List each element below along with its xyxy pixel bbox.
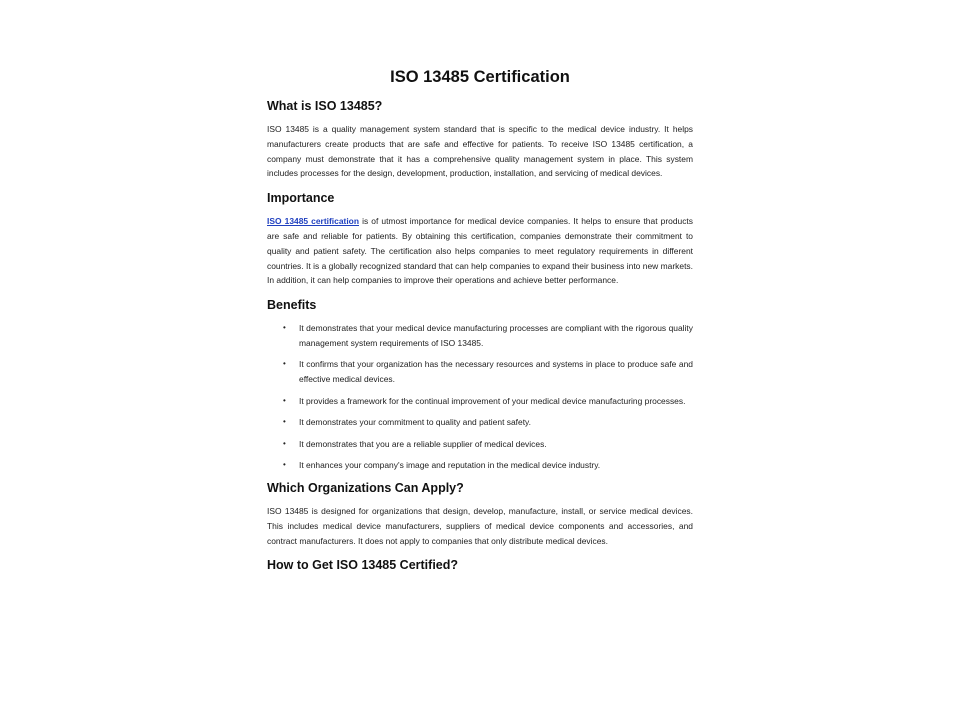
heading-benefits: Benefits bbox=[267, 298, 317, 313]
list-item bbox=[283, 415, 693, 430]
bullet-icon: • bbox=[283, 460, 286, 470]
benefit-text: It demonstrates that you are a reliable supplier of medical devices. bbox=[299, 438, 547, 449]
bullet-icon: • bbox=[283, 359, 286, 369]
bullet-icon: • bbox=[283, 395, 286, 405]
list-item bbox=[283, 458, 693, 473]
heading-importance: Importance bbox=[267, 191, 335, 206]
benefit-text: It demonstrates your commitment to quality and patient safety. bbox=[299, 417, 531, 428]
document-page bbox=[267, 66, 693, 581]
paragraph-what-is: ISO 13485 is a quality management system standard that is specific to the medical device industry. It helps manufacturers create products that are safe and effective for patients. To receive ISO 13485 certification, a company must demonstrate that it has a comprehensive quality management system in place. This system includes processes for the design, development, production, installation, and servicing of medical devices. bbox=[267, 124, 693, 179]
heading-what-is: What is ISO 13485? bbox=[267, 99, 383, 113]
benefit-text: It demonstrates that your medical device manufacturing processes are compliant with the rigorous quality management system requirements of ISO 13485. bbox=[299, 323, 693, 348]
list-item bbox=[283, 394, 693, 409]
iso-certification-link[interactable]: ISO 13485 certification bbox=[267, 216, 359, 227]
bullet-icon: • bbox=[283, 438, 286, 448]
bullet-icon: • bbox=[283, 417, 286, 427]
list-item bbox=[283, 437, 693, 452]
heading-how-to-get: How to Get ISO 13485 Certified? bbox=[267, 558, 459, 573]
paragraph-importance-text: is of utmost importance for medical device companies. It helps to ensure that products are safe and reliable for patients. By obtaining this certification, companies demonstrate their commitment to quality and patient safety. The certification also helps companies to meet regulatory requirements in different countries. It is a globally recognized standard that can help companies to expand their business into new markets. In addition, it can help companies to improve their operations and achieve better performance. bbox=[267, 216, 693, 286]
heading-who-can-apply: Which Organizations Can Apply? bbox=[267, 480, 464, 495]
bullet-icon: • bbox=[283, 323, 286, 333]
list-item bbox=[283, 321, 693, 350]
benefit-text: It enhances your company's image and reputation in the medical device industry. bbox=[299, 460, 601, 471]
document-title: ISO 13485 Certification bbox=[390, 68, 570, 86]
paragraph-who-can-apply: ISO 13485 is designed for organizations that design, develop, manufacture, install, or service medical devices. This includes medical device manufacturers, suppliers of medical device components and accessories, and contract manufacturers. It does not apply to companies that only distribute medical devices. bbox=[267, 505, 693, 546]
paragraph-importance bbox=[267, 214, 693, 288]
benefit-text: It provides a framework for the continual improvement of your medical device manufacturing processes. bbox=[299, 395, 686, 406]
benefits-list bbox=[267, 321, 693, 473]
benefit-text: It confirms that your organization has the necessary resources and systems in place to produce safe and effective medical devices. bbox=[299, 359, 693, 384]
list-item bbox=[283, 357, 693, 386]
